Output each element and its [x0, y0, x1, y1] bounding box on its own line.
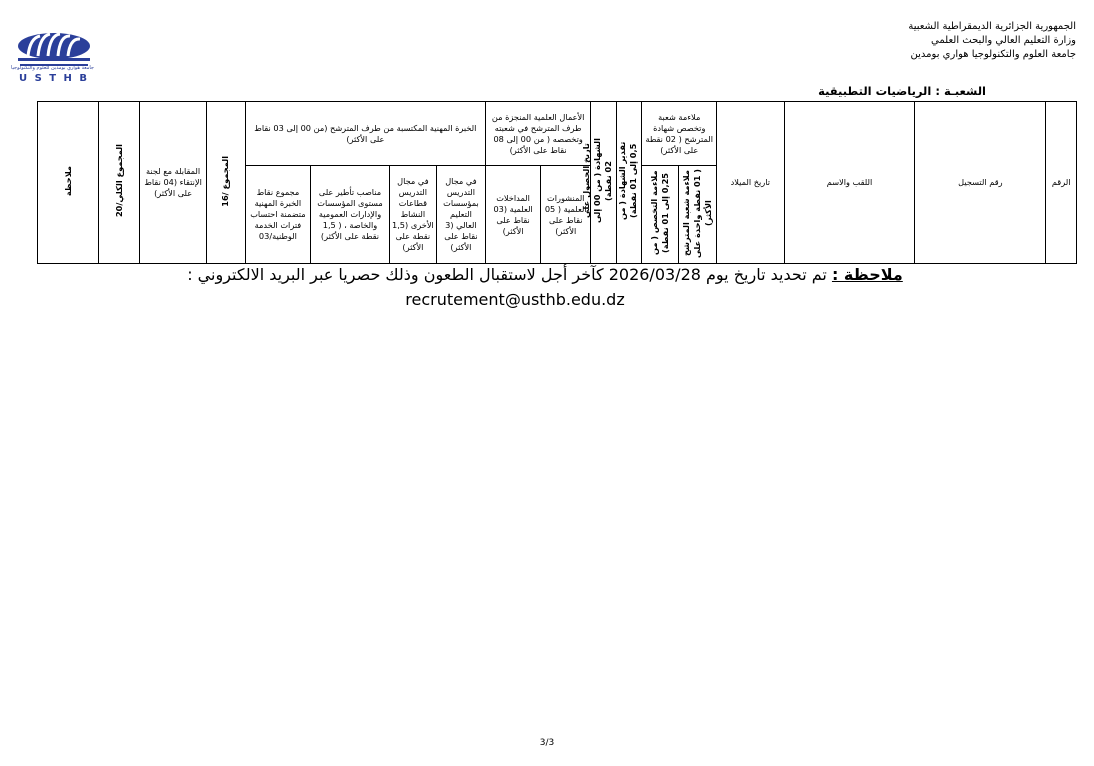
document-header	[908, 20, 1076, 62]
col-registration: رقم التسجيل	[915, 102, 1046, 264]
col-name: اللقب والاسم	[784, 102, 915, 264]
university-logo	[11, 26, 94, 90]
group-scientific: الأعمال العلمية المنجزة من طرف المترشح في شعبته وتخصصه ( من 00 إلى 08 نقاط على الأكثر)	[485, 102, 590, 166]
deadline-note	[40, 264, 1050, 286]
section-title	[818, 84, 986, 98]
col-diploma-date	[580, 102, 617, 264]
group-relevance: ملاءمة شعبة وتخصص شهادة المترشح ( 02 نقطة على الأكثر)	[642, 102, 717, 166]
col-grade-label: تقدير الشهادة ( من 0,5 إلى 01 نقطة)	[617, 141, 639, 221]
col-diploma-date-label: تاريخ الحصول على الشهادة ( من 00 إلى 02 نقطة)	[580, 138, 613, 224]
page-number: 3/3	[539, 738, 555, 748]
logo-acronym: U S T H B	[18, 73, 90, 84]
col-experience-total: مجموع نقاط الخبرة المهنية متضمنة احتساب فترات الخدمة الوطنية/03	[245, 166, 310, 264]
col-teaching-other: في مجال التدريس قطاعات النشاط الأخرى (1,5 نقطة على الأكثر)	[389, 166, 436, 264]
col-remarks-label: ملاحظة	[62, 165, 73, 197]
col-interview: المقابلة مع لجنة الإنتقاء (04 نقاط على الأكثر)	[140, 102, 206, 264]
col-management: مناصب تأطير على مستوى المؤسسات والإدارات العمومية والخاصة ، ( 1,5 نقطة على الأكثر)	[311, 166, 390, 264]
section-value: الرياضيات التطبيقية	[818, 84, 932, 98]
section-label: الشعبـة :	[935, 84, 986, 98]
col-specialty-relevance	[642, 166, 679, 264]
logo-caption: جامعة هواري بومدين للعلوم والتكنولوجيا	[11, 65, 94, 71]
col-grand-total-label: المجموع الكلي/20	[113, 144, 124, 218]
header-line-ministry: وزارة التعليم العالي والبحث العلمي	[931, 35, 1076, 46]
evaluation-table	[37, 101, 1077, 264]
col-subtotal-label: المجموع /16	[220, 155, 231, 207]
contact-email[interactable]: recrutement@usthb.edu.dz	[405, 290, 625, 309]
header-line-republic: الجمهورية الجزائرية الديمقراطية الشعبية	[908, 21, 1076, 32]
col-subtotal	[206, 102, 245, 264]
note-label: ملاحظة :	[831, 265, 903, 284]
col-grand-total	[99, 102, 140, 264]
col-grade	[616, 102, 642, 264]
col-teaching-higher: في مجال التدريس بمؤسسات التعليم العالي (3 نقاط على الأكثر)	[436, 166, 485, 264]
col-field-relevance	[679, 166, 717, 264]
header-line-university: جامعة العلوم والتكنولوجيا هواري بومدين	[910, 49, 1076, 60]
note-text: تم تحديد تاريخ يوم 2026/03/28 كآخر أجل لاستقبال الطعون وذلك حصريا عبر البريد الالكتروني :	[187, 265, 827, 284]
col-number: الرقم	[1046, 102, 1077, 264]
col-birth-date: تاريخ الميلاد	[717, 102, 784, 264]
col-specialty-relevance-label: ملاءمة التخصص ( من 0,25 إلى 01 نقطة)	[649, 170, 671, 256]
col-publications: المنشورات العلمية ( 05 نقاط على الأكثر)	[541, 166, 591, 264]
col-communications: المداخلات العلمية (03 نقاط على الأكثر)	[485, 166, 540, 264]
col-remarks	[38, 102, 99, 264]
col-field-relevance-label: ملاءمة شعبة المترشح ( 01 نقطة واحدة على الأكثر)	[681, 168, 714, 258]
table-header-row-1	[38, 102, 1077, 166]
group-experience: الخبرة المهنية المكتسبة من طرف المترشح (من 00 إلى 03 نقاط على الأكثر)	[245, 102, 485, 166]
